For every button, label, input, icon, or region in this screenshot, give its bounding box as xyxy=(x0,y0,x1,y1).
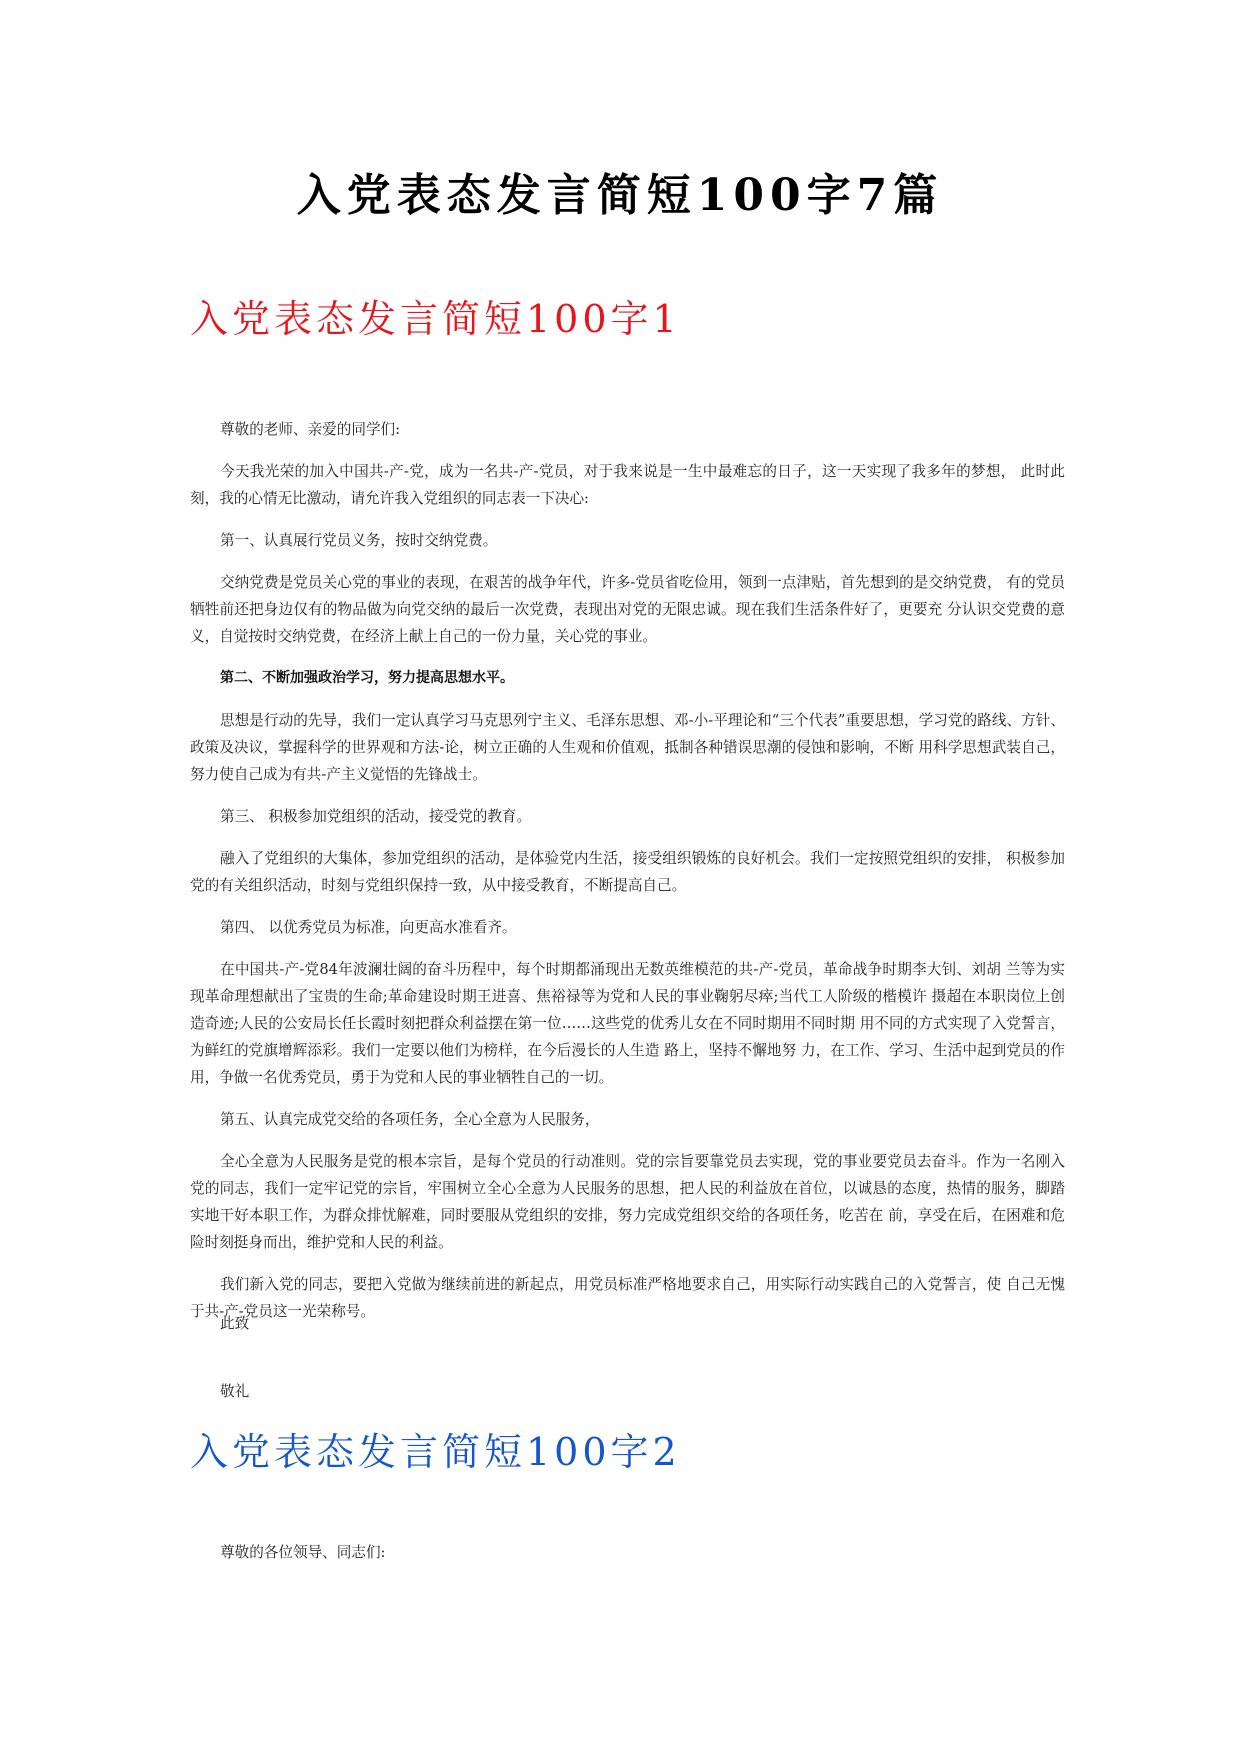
conclusion-paragraph: 我们新入党的同志，要把入党做为继续前进的新起点，用党员标准严格地要求自己，用实际行动实践自己的入党誓言，使 自己无愧于共-产-党员这一光荣称号。 xyxy=(190,1276,1065,1320)
point-4-heading: 第四、 以优秀党员为标准，向更高水准看齐。 xyxy=(220,919,517,936)
point-5-heading: 第五、认真完成党交给的各项任务，全心全意为人民服务， xyxy=(220,1111,600,1128)
intro-paragraph: 今天我光荣的加入中国共-产-党，成为一名共-产-党员，对于我来说是一生中最难忘的日子，这一天实现了我多年的梦想， 此时此刻，我的心情无比激动，请允许我入党组织的同志表一下决心: xyxy=(190,463,1065,507)
closing-jingli: 敬礼 xyxy=(220,1383,250,1400)
point-2-heading: 第二、不断加强政治学习，努力提高思想水平。 xyxy=(220,670,514,686)
point-5-body: 全心全意为人民服务是党的根本宗旨，是每个党员的行动准则。党的宗旨要靠党员去实现，党的事业要党员去奋斗。作为一名刚入党的同志，我们一定牢记党的宗旨，牢围树立全心全意为人民服务的思想，把人民的利益放在首位，以诚恳的态度，热情的服务，脚踏实地干好本职工作，为群众排忧解难，同时要服从党组织的安排，努力完成党组织交给的各项任务，吃苦在 前，享受在后，在困难和危险时刻挺身而出，维护党和人民的利益。 xyxy=(190,1153,1065,1251)
point-1-heading: 第一、认真展行党员义务，按时交纳党费。 xyxy=(220,532,498,549)
salutation: 尊敬的老师、亲爱的同学们: xyxy=(220,421,401,438)
point-4-body: 在中国共-产-党84年波澜壮阔的奋斗历程中，每个时期都涌现出无数英维模范的共-产-党员，革命战争时期李大钊、刘胡 兰等为实现革命理想献出了宝贵的生命;革命建设时期王进喜、焦裕禄等为党和人民的事业鞠躬尽瘁;当代工人阶级的楷模许 摄超在本职岗位上创造奇迹;人民的公安局长任长霞时刻把群众利益摆在第一位……这些党的优秀儿女在不同时期用不同时期 用不同的方式实现了入党誓言，为鲜红的党旗增辉添彩。我们一定要以他们为榜样，在今后漫长的人生造 路上，坚持不懈地努 力，在工作、学习、生活中起到党员的作用，争做一名优秀党员，勇于为党和人民的事业牺牲自己的一切。 xyxy=(190,961,1065,1086)
closing-cizhi: 此致 xyxy=(220,1315,250,1332)
section-1-heading: 入党表态发言简短100字1 xyxy=(190,297,681,341)
section-2-heading: 入党表态发言简短100字2 xyxy=(190,1430,681,1474)
point-2-body: 思想是行动的先导，我们一定认真学习马克思列宁主义、毛泽东思想、邓-小-平理论和“三个代表”重要思想，学习党的路线、方针、政策及决议，掌握科学的世界观和方法-论，树立正确的人生观和价值观，抵制各种错误思潮的侵蚀和影响，不断 用科学思想武装自己，努力使自己成为有共-产主义觉悟的先锋战士。 xyxy=(190,712,1065,783)
point-1-body: 交纳党费是党员关心党的事业的表现，在艰苦的战争年代，许多-党员省吃俭用，领到一点津贴，首先想到的是交纳党费， 有的党员牺牲前还把身边仅有的物品做为向党交纳的最后一次党费，表现出对党的无限忠诚。现在我们生活条件好了，更要充 分认识交党费的意义，自觉按时交纳党费，在经济上献上自己的一份力量，关心党的事业。 xyxy=(190,574,1065,645)
closing-block-1 xyxy=(190,1310,1065,1352)
section-2-body xyxy=(190,1539,1065,1581)
point-3-heading: 第三、 积极参加党组织的活动，接受党的教育。 xyxy=(220,808,532,825)
section-1-body xyxy=(190,416,1065,1340)
closing-block-2 xyxy=(190,1378,1065,1420)
section-2-salutation: 尊敬的各位领导、同志们: xyxy=(220,1544,386,1561)
document-title: 入党表态发言简短100字7篇 xyxy=(296,170,944,221)
point-3-body: 融入了党组织的大集体，参加党组织的活动，是体验党内生活，接受组织锻炼的良好机会。我们一定按照党组织的安排， 积极参加党的有关组织活动，时刻与党组织保持一致，从中接受教育，不断提高自己。 xyxy=(190,850,1065,894)
